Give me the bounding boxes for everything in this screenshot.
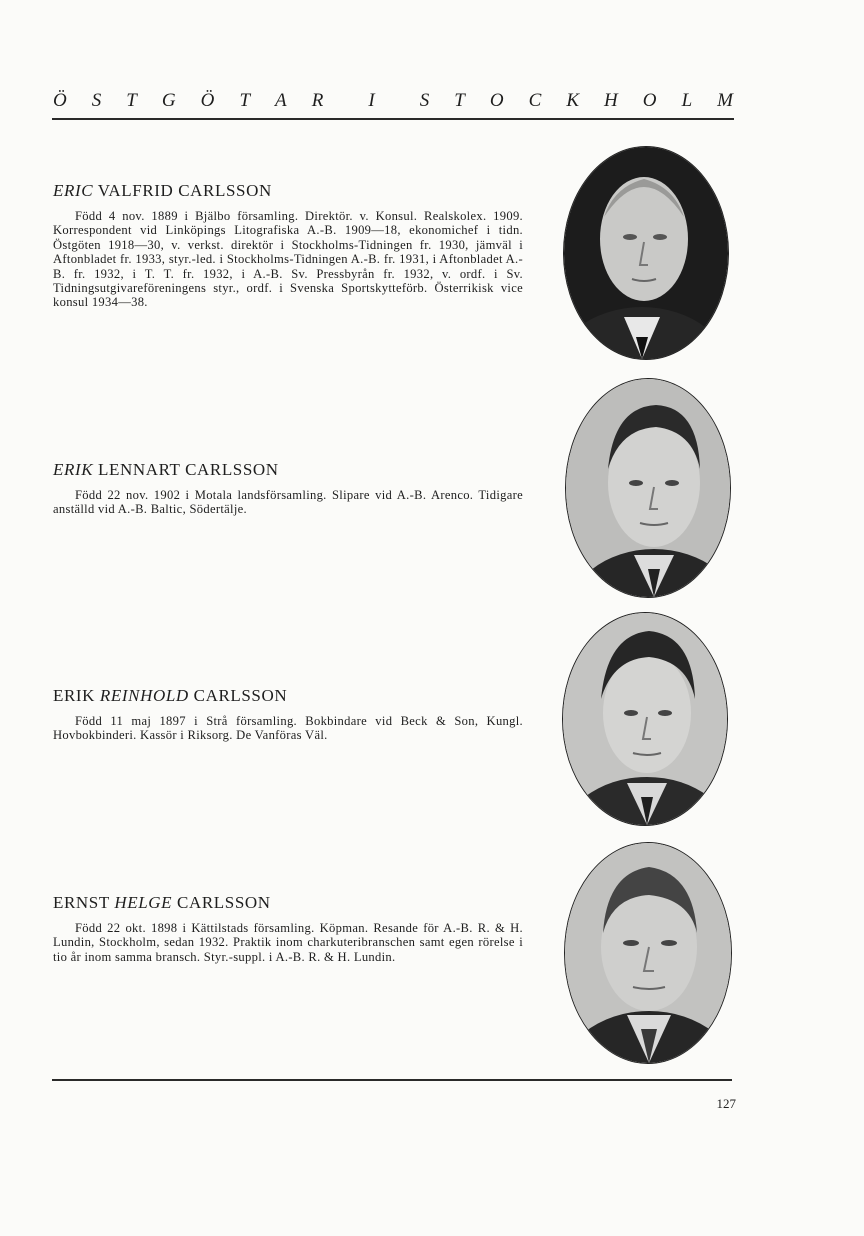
header-letter: H — [604, 90, 618, 111]
header-rule — [52, 118, 734, 120]
header-letter: T — [126, 90, 137, 111]
portrait-photo — [562, 612, 728, 826]
header-letter: Ö — [53, 90, 67, 111]
header-letter: Ö — [200, 90, 215, 111]
biography-entry — [53, 181, 523, 310]
portrait-photo — [563, 146, 729, 360]
header-letter: R — [311, 90, 324, 111]
person-name — [53, 181, 523, 201]
header-letter: O — [489, 90, 504, 111]
person-name — [53, 686, 523, 706]
biography-text: Född 22 okt. 1898 i Kättilstads församling. Köpman. Resande för A.-B. R. & H. Lundin, Stockholm, sedan 1932. Praktik inom charkuteribranschen samt egen rörelse i tio år inom samma bransch. Styr.-suppl. i A.-B. R. & H. Lundin. — [53, 921, 523, 964]
portrait-photo — [564, 842, 732, 1064]
name-pre: ERIK — [53, 686, 100, 705]
name-italic: HELGE — [114, 893, 173, 912]
header-letter: I — [368, 90, 375, 111]
header-letter: S — [91, 90, 102, 111]
name-rest: CARLSSON — [172, 893, 271, 912]
header-letter: M — [717, 90, 733, 111]
name-rest: VALFRID CARLSSON — [93, 181, 272, 200]
biography-text: Född 22 nov. 1902 i Motala landsförsamling. Slipare vid A.-B. Arenco. Tidigare anställd vid A.-B. Baltic, Södertälje. — [53, 488, 523, 517]
header-letter: T — [454, 90, 465, 111]
header-letter: C — [528, 90, 542, 111]
name-italic: ERIC — [53, 181, 94, 200]
biography-entry — [53, 893, 523, 964]
header-letter: G — [161, 90, 176, 111]
header-letter: A — [275, 90, 287, 111]
header-letter: O — [642, 90, 657, 111]
biography-text: Född 4 nov. 1889 i Bjälbo församling. Direktör. v. Konsul. Realskolex. 1909. Korrespondent vid Linköpings Litografiska A.-B. 1909—18, ekonomichef i tidn. Östgöten 1918—30, v. verkst. direktör i Stockholms-Tidningen fr. 1930, jämväl i Aftonbladet fr. 1933, styr.-led. i Stockholms-Tidningen A.-B. fr. 1931, i Aftonbladet A.-B. fr. 1932, i T. T. fr. 1932, i A.-B. Sv. Pressbyrån fr. 1932, v. ordf. i Sv. Tidningsutgivareföreningens styr., ordf. i Svenska Sportskytteförb. Österrikisk vice konsul 1934—38. — [53, 209, 523, 310]
name-italic: REINHOLD — [99, 686, 189, 705]
person-name — [53, 893, 523, 913]
header-letter: T — [239, 90, 251, 111]
portrait-photo — [565, 378, 731, 598]
header-letter: K — [566, 90, 579, 111]
header-letter: S — [419, 90, 430, 111]
name-rest: LENNART CARLSSON — [93, 460, 279, 479]
name-italic: ERIK — [53, 460, 94, 479]
name-pre: ERNST — [53, 893, 115, 912]
header-letter: L — [681, 90, 693, 111]
footer-rule — [52, 1079, 732, 1081]
person-name — [53, 460, 523, 480]
biography-entry — [53, 460, 523, 517]
biography-entry — [53, 686, 523, 743]
page-number: 127 — [716, 1096, 736, 1111]
biography-text: Född 11 maj 1897 i Strå församling. Bokbindare vid Beck & Son, Kungl. Hovbokbinderi. Kassör i Riksorg. De Vanföras Väl. — [53, 714, 523, 743]
name-rest: CARLSSON — [188, 686, 288, 705]
running-header — [53, 90, 733, 112]
